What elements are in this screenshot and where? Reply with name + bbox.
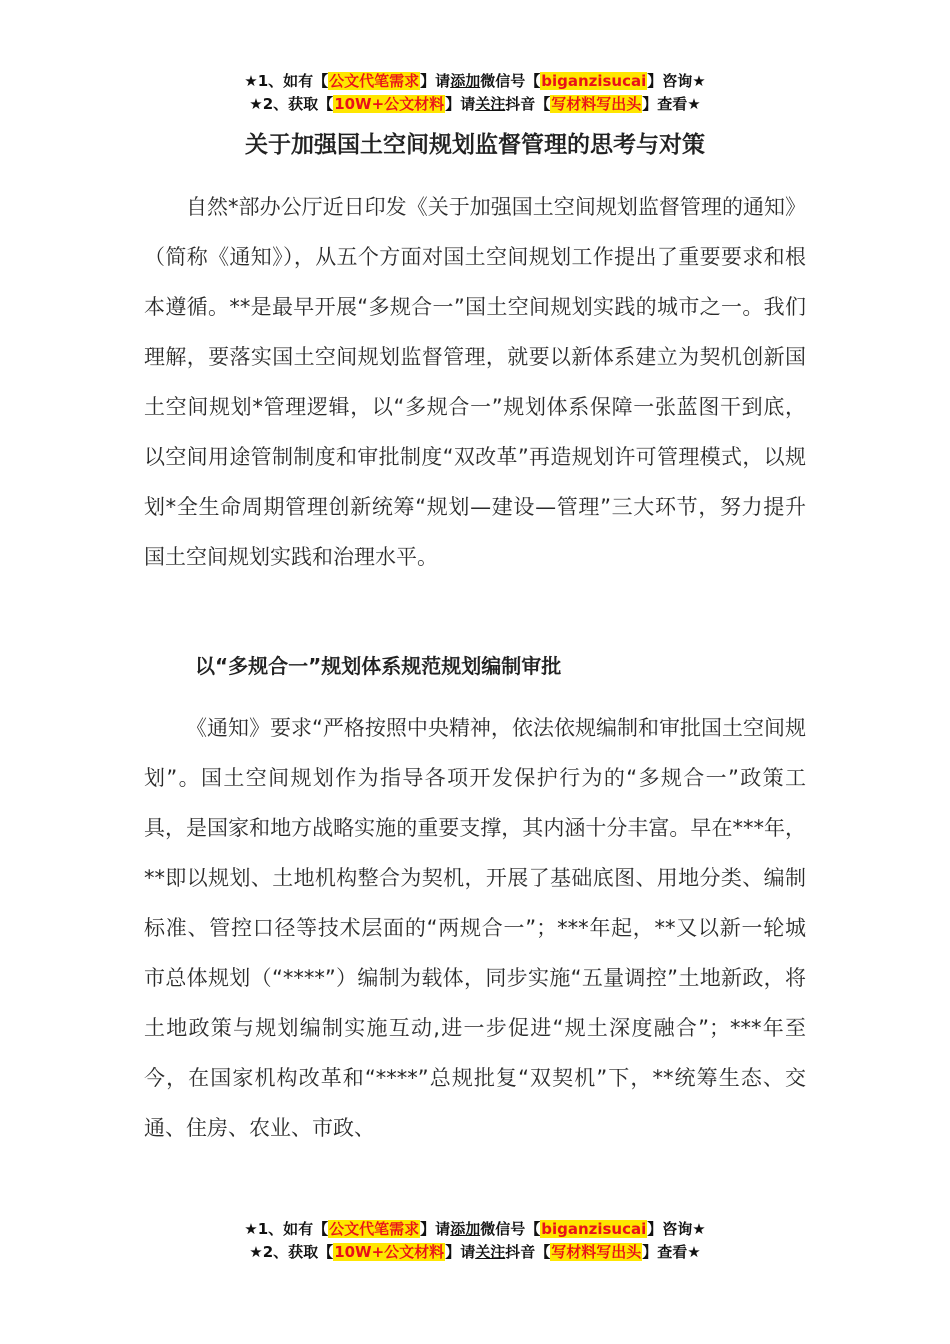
banner-highlight: biganzisucai — [541, 72, 647, 90]
banner-highlight: 写材料写出头 — [551, 1243, 642, 1261]
banner-text: ★2、获取【 — [249, 95, 334, 113]
banner-text: 】请 — [445, 1243, 476, 1261]
banner-highlight: 10W+公文材料 — [334, 1243, 445, 1261]
banner-emphasis: 关注 — [475, 95, 506, 113]
banner-highlight: biganzisucai — [541, 1220, 647, 1238]
banner-highlight: 公文代笔需求 — [329, 72, 420, 90]
banner-line-2 — [0, 93, 950, 116]
section-heading: 以“多规合一”规划体系规范规划编制审批 — [195, 654, 562, 678]
banner-text: 】咨询★ — [647, 1220, 706, 1238]
banner-emphasis: 添加 — [450, 1220, 481, 1238]
paragraph-intro: 自然*部办公厅近日印发《关于加强国土空间规划监督管理的通知》（简称《通知》），从五个方面对国土空间规划工作提出了重要要求和根本遵循。**是最早开展“多规合一”国土空间规划实践的城市之一。我们理解，要落实国土空间规划监督管理，就要以新体系建立为契机创新国土空间规划*管理逻辑，以“多规合一”规划体系保障一张蓝图干到底，以空间用途管制制度和审批制度“双改革”再造规划许可管理模式，以规划*全生命周期管理创新统筹“规划—建设—管理”三大环节，努力提升国土空间规划实践和治理水平。 — [144, 195, 806, 569]
banner-text: 】请 — [420, 72, 451, 90]
banner-highlight: 写材料写出头 — [551, 95, 642, 113]
banner-line-1 — [0, 1218, 950, 1241]
banner-line-2 — [0, 1241, 950, 1264]
banner-text: 】请 — [420, 1220, 451, 1238]
banner-emphasis: 添加 — [450, 72, 481, 90]
banner-text: 】请 — [445, 95, 476, 113]
banner-line-1 — [0, 70, 950, 93]
banner-text: 】查看★ — [642, 95, 701, 113]
banner-text: 微信号【 — [480, 72, 541, 90]
banner-text: 抖音【 — [505, 95, 551, 113]
banner-emphasis: 关注 — [475, 1243, 506, 1261]
banner-text: 抖音【 — [505, 1243, 551, 1261]
banner-text: ★1、如有【 — [244, 72, 329, 90]
banner-highlight: 10W+公文材料 — [334, 95, 445, 113]
banner-text: 】查看★ — [642, 1243, 701, 1261]
top-banner — [0, 70, 950, 116]
banner-text: ★2、获取【 — [249, 1243, 334, 1261]
banner-text: 】咨询★ — [647, 72, 706, 90]
paragraph-section-1: 《通知》要求“严格按照中央精神，依法依规编制和审批国土空间规划”。国土空间规划作为指导各项开发保护行为的“多规合一”政策工具，是国家和地方战略实施的重要支撑，其内涵十分丰富。早在***年，**即以规划、土地机构整合为契机，开展了基础底图、用地分类、编制标准、管控口径等技术层面的“两规合一”；***年起，**又以新一轮城市总体规划（“****”）编制为载体，同步实施“五量调控”土地新政，将土地政策与规划编制实施互动,进一步促进“规土深度融合”；***年至今，在国家机构改革和“****”总规批复“双契机”下，**统筹生态、交通、住房、农业、市政、 — [144, 716, 806, 1140]
banner-text: ★1、如有【 — [244, 1220, 329, 1238]
banner-text: 微信号【 — [480, 1220, 541, 1238]
document-title: 关于加强国土空间规划监督管理的思考与对策 — [245, 132, 705, 158]
bottom-banner — [0, 1218, 950, 1264]
banner-highlight: 公文代笔需求 — [329, 1220, 420, 1238]
